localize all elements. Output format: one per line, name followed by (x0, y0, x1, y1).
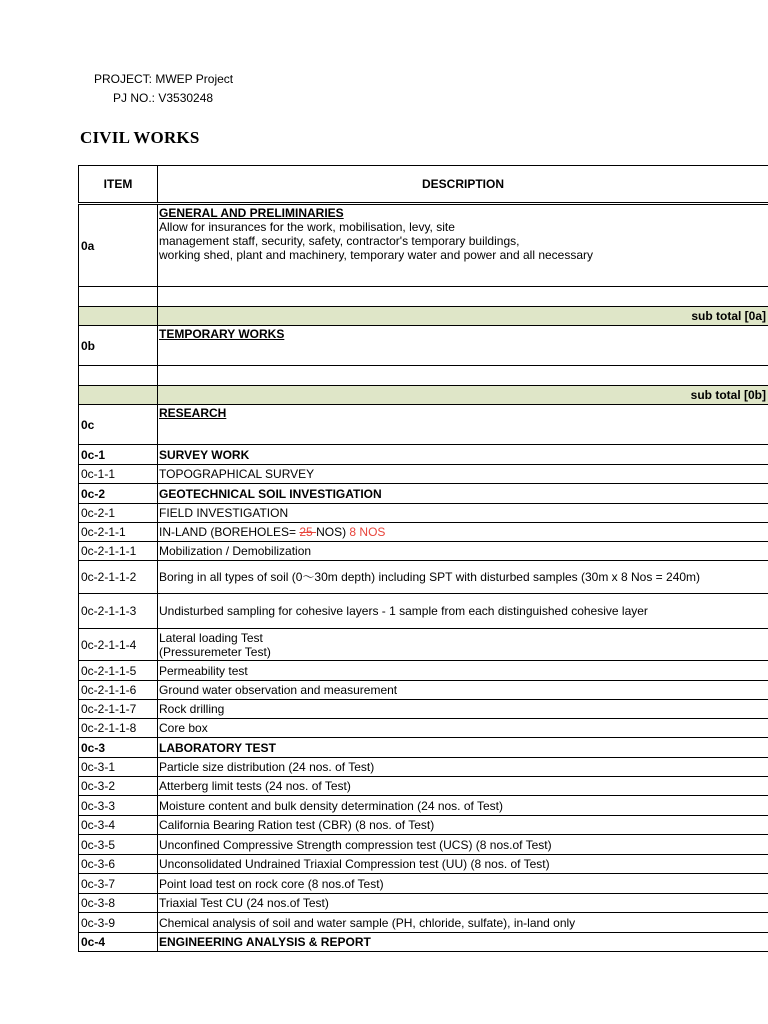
document-title: CIVIL WORKS (80, 128, 200, 147)
item-description (159, 525, 766, 539)
item-code: 0c (81, 417, 95, 432)
table-row (78, 465, 768, 484)
struck-quantity: 25 (299, 525, 317, 539)
table-row (78, 661, 768, 681)
header-item: ITEM (103, 177, 133, 191)
item-description: Chemical analysis of soil and water sample (PH, chloride, sulfate), in-land only (159, 915, 576, 930)
item-code: 0c-3-7 (81, 876, 116, 891)
table-row (78, 933, 768, 952)
table-row (78, 777, 768, 796)
item-code: 0c-4 (81, 935, 106, 949)
table-row (78, 758, 768, 777)
item-code: 0c-3 (81, 740, 106, 755)
item-code: 0c-3-1 (81, 760, 116, 774)
table-row (78, 738, 768, 758)
table-row (78, 484, 768, 504)
item-description: TOPOGRAPHICAL SURVEY (159, 467, 315, 481)
item-code: 0c-2-1-1 (81, 525, 126, 539)
item-description: Rock drilling (159, 702, 225, 716)
item-description: GEOTECHNICAL SOIL INVESTIGATION (159, 486, 382, 501)
item-code: 0c-2 (81, 486, 106, 501)
table-row (78, 445, 768, 465)
table-row (78, 796, 768, 816)
item-code: 0c-2-1-1-1 (81, 544, 137, 558)
revised-quantity: 8 NOS (349, 525, 386, 539)
header-description: DESCRIPTION (421, 177, 504, 191)
section-heading: GENERAL AND PRELIMINARIES (159, 206, 344, 220)
description-line: working shed, plant and machinery, temporary water and power and all necessary (159, 248, 594, 262)
subtotal-label: sub total [0a] (691, 309, 766, 323)
item-description: LABORATORY TEST (159, 740, 276, 755)
inland-prefix: IN-LAND (BOREHOLES= (159, 525, 300, 539)
item-code: 0c-3-9 (81, 915, 116, 930)
item-code: 0a (81, 238, 95, 253)
table-row (78, 594, 768, 629)
blank-row (78, 287, 768, 307)
table-row-inland-boreholes (78, 523, 768, 542)
item-code: 0c-3-4 (81, 818, 116, 832)
section-row-0c (78, 405, 768, 445)
item-description: Ground water observation and measurement (159, 683, 398, 697)
item-description: Unconfined Compressive Strength compression test (UCS) (8 nos.of Test) (159, 837, 552, 852)
table-row (78, 681, 768, 700)
table-row (78, 719, 768, 738)
item-code: 0c-3-8 (81, 896, 116, 910)
table-row (78, 816, 768, 835)
item-description: Lateral loading Test (Pressuremeter Test) (159, 630, 271, 659)
item-description: Undisturbed sampling for cohesive layers - 1 sample from each distinguished cohesive layer (159, 604, 648, 618)
item-code: 0c-2-1-1-4 (81, 637, 137, 652)
table-row (78, 855, 768, 874)
table-row (78, 913, 768, 933)
item-code: 0c-2-1-1-8 (81, 721, 137, 735)
section-heading: RESEARCH (159, 406, 227, 420)
description-line: management staff, security, safety, contractor's temporary buildings, (159, 234, 520, 248)
bill-of-quantities-table (78, 165, 768, 952)
item-code: 0c-2-1-1-6 (81, 683, 137, 697)
table-row (78, 835, 768, 855)
item-description: Boring in all types of soil (0〜30m depth) including SPT with disturbed samples (30m x 8 Nos = 240m) (159, 570, 701, 584)
project-number: PJ NO.: V3530248 (113, 91, 214, 105)
description-line: Allow for insurances for the work, mobilisation, levy, site (159, 220, 455, 234)
table-row (78, 894, 768, 913)
subtotal-row-0a (78, 307, 768, 326)
table-row (78, 504, 768, 523)
item-code: 0c-3-5 (81, 837, 116, 852)
item-description: Mobilization / Demobilization (159, 544, 312, 558)
item-description: SURVEY WORK (159, 447, 250, 462)
section-heading: TEMPORARY WORKS (159, 327, 285, 341)
item-description: Point load test on rock core (8 nos.of Test) (159, 876, 384, 891)
item-code: 0c-2-1-1-3 (81, 604, 137, 618)
item-code: 0c-1 (81, 447, 106, 462)
item-rows-tests (78, 542, 768, 952)
item-code: 0c-1-1 (81, 467, 116, 481)
table-row (78, 700, 768, 719)
item-description: FIELD INVESTIGATION (159, 506, 289, 520)
item-description: Particle size distribution (24 nos. of Test) (159, 760, 375, 774)
section-row-0a (78, 205, 768, 287)
table-header-row (78, 165, 768, 205)
item-description: Triaxial Test CU (24 nos.of Test) (159, 896, 329, 910)
table-row (78, 874, 768, 894)
project-name: PROJECT: MWEP Project (94, 72, 234, 86)
item-code: 0c-2-1-1-7 (81, 702, 137, 716)
item-rows-survey (78, 445, 768, 523)
item-code: 0c-2-1-1-2 (81, 570, 137, 584)
item-description: California Bearing Ration test (CBR) (8 nos. of Test) (159, 818, 435, 832)
item-description: Atterberg limit tests (24 nos. of Test) (159, 779, 351, 793)
item-description: Permeability test (159, 663, 248, 678)
item-description: ENGINEERING ANALYSIS & REPORT (159, 935, 371, 949)
item-code: 0c-3-6 (81, 857, 116, 871)
table-row (78, 542, 768, 561)
table-row (78, 629, 768, 661)
item-code: 0c-2-1-1-5 (81, 663, 137, 678)
blank-row (78, 366, 768, 386)
item-description (159, 206, 766, 262)
item-description: Core box (159, 721, 208, 735)
item-description: Moisture content and bulk density determination (24 nos. of Test) (159, 798, 503, 813)
item-code: 0c-3-3 (81, 798, 116, 813)
item-code: 0c-3-2 (81, 779, 116, 793)
section-row-0b (78, 326, 768, 366)
table-row (78, 561, 768, 594)
item-description: Unconsolidated Undrained Triaxial Compression test (UU) (8 nos. of Test) (159, 857, 550, 871)
subtotal-label: sub total [0b] (690, 388, 766, 402)
item-code: 0c-2-1 (81, 506, 116, 520)
item-code: 0b (81, 338, 96, 353)
inland-suffix: NOS) (316, 525, 350, 539)
subtotal-row-0b (78, 386, 768, 405)
